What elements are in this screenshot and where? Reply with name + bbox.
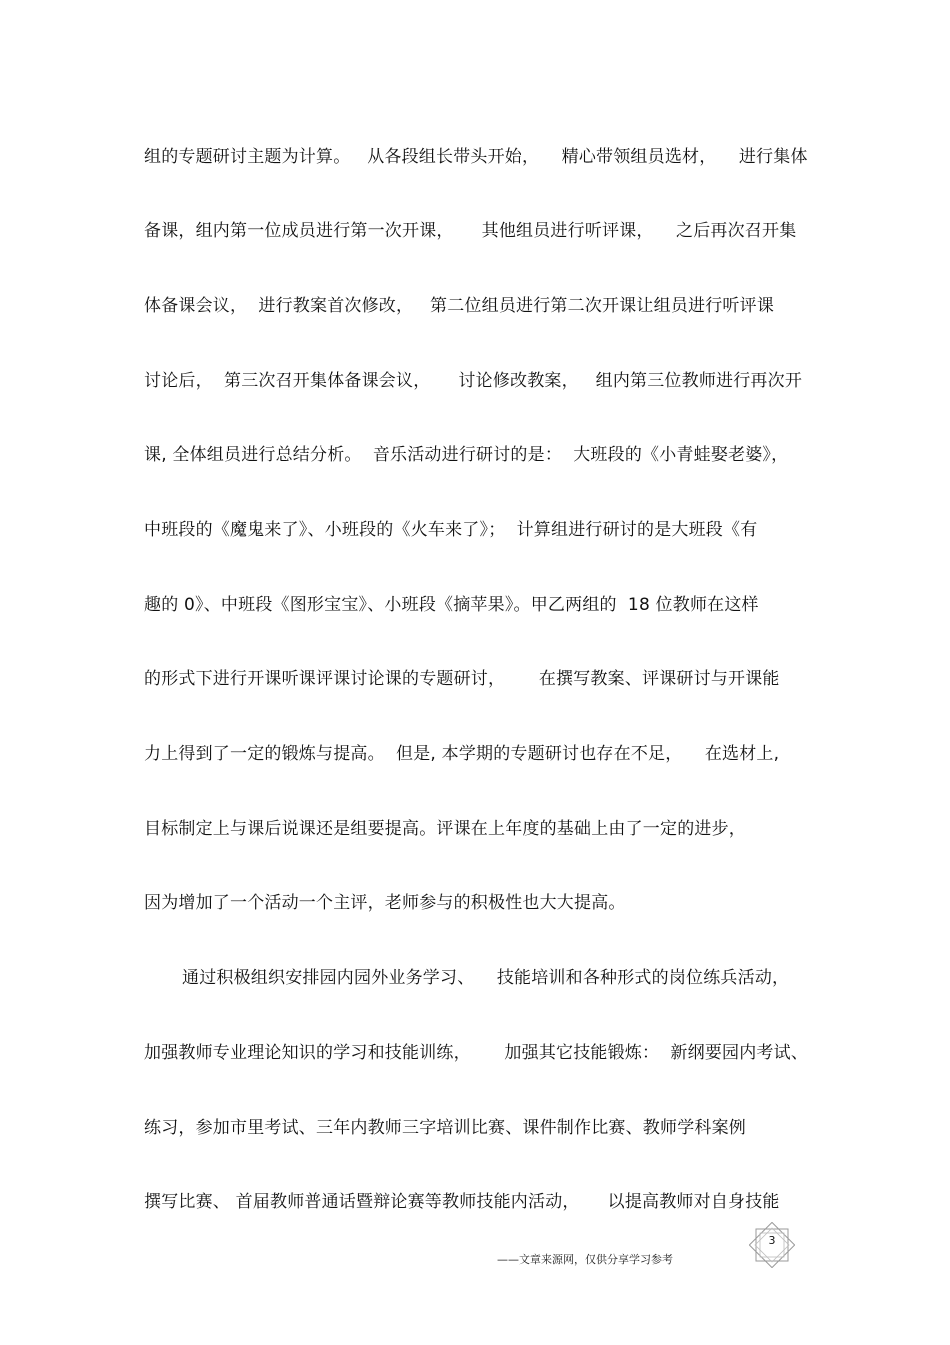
text-line: 练习，参加市里考试、三年内教师三字培训比赛、课件制作比赛、教师学科案例 [144, 1118, 746, 1138]
text-line: 撰写比赛、 首届教师普通话暨辩论赛等教师技能内活动， 以提高教师对自身技能 [144, 1192, 780, 1212]
page-number: 3 [768, 1234, 776, 1247]
text-line: 体备课会议， 进行教案首次修改， 第二位组员进行第二次开课让组员进行听评课 [144, 296, 775, 316]
text-line: 目标制定上与课后说课还是组要提高。评课在上年度的基础上由了一定的进步， [144, 819, 746, 839]
text-line: 的形式下进行开课听课评课讨论课的专题研讨， 在撰写教案、评课研讨与开课能 [144, 669, 780, 689]
text-line: 趣的 0》、中班段《图形宝宝》、小班段《摘苹果》。甲乙两组的 18 位教师在这样 [144, 595, 759, 615]
text-line: 因为增加了一个活动一个主评，老师参与的积极性也大大提高。 [144, 893, 626, 913]
text-line: 加强教师专业理论知识的学习和技能训练， 加强其它技能锻炼： 新纲要园内考试、 [144, 1043, 809, 1063]
text-line: 备课，组内第一位成员进行第一次开课， 其他组员进行听评课， 之后再次召开集 [144, 221, 797, 241]
text-line: 组的专题研讨主题为计算。 从各段组长带头开始， 精心带领组员选材， 进行集体 [144, 147, 808, 167]
text-line: 力上得到了一定的锻炼与提高。 但是, 本学期的专题研讨也存在不足， 在选材上, [144, 744, 780, 764]
text-line: 讨论后， 第三次召开集体备课会议， 讨论修改教案， 组内第三位教师进行再次开 [144, 371, 803, 391]
text-line: 中班段的《魔鬼来了》、小班段的《火车来了》； 计算组进行研讨的是大班段《有 [144, 520, 758, 540]
text-line: 课, 全体组员进行总结分析。 音乐活动进行研讨的是： 大班段的《小青蛙娶老婆》， [144, 445, 789, 465]
paragraph-first-line: 通过积极组织安排园内园外业务学习、 技能培训和各种形式的岗位练兵活动， [182, 968, 790, 988]
footer-source-note: ——文章来源网，仅供分享学习参考 [497, 1253, 673, 1266]
